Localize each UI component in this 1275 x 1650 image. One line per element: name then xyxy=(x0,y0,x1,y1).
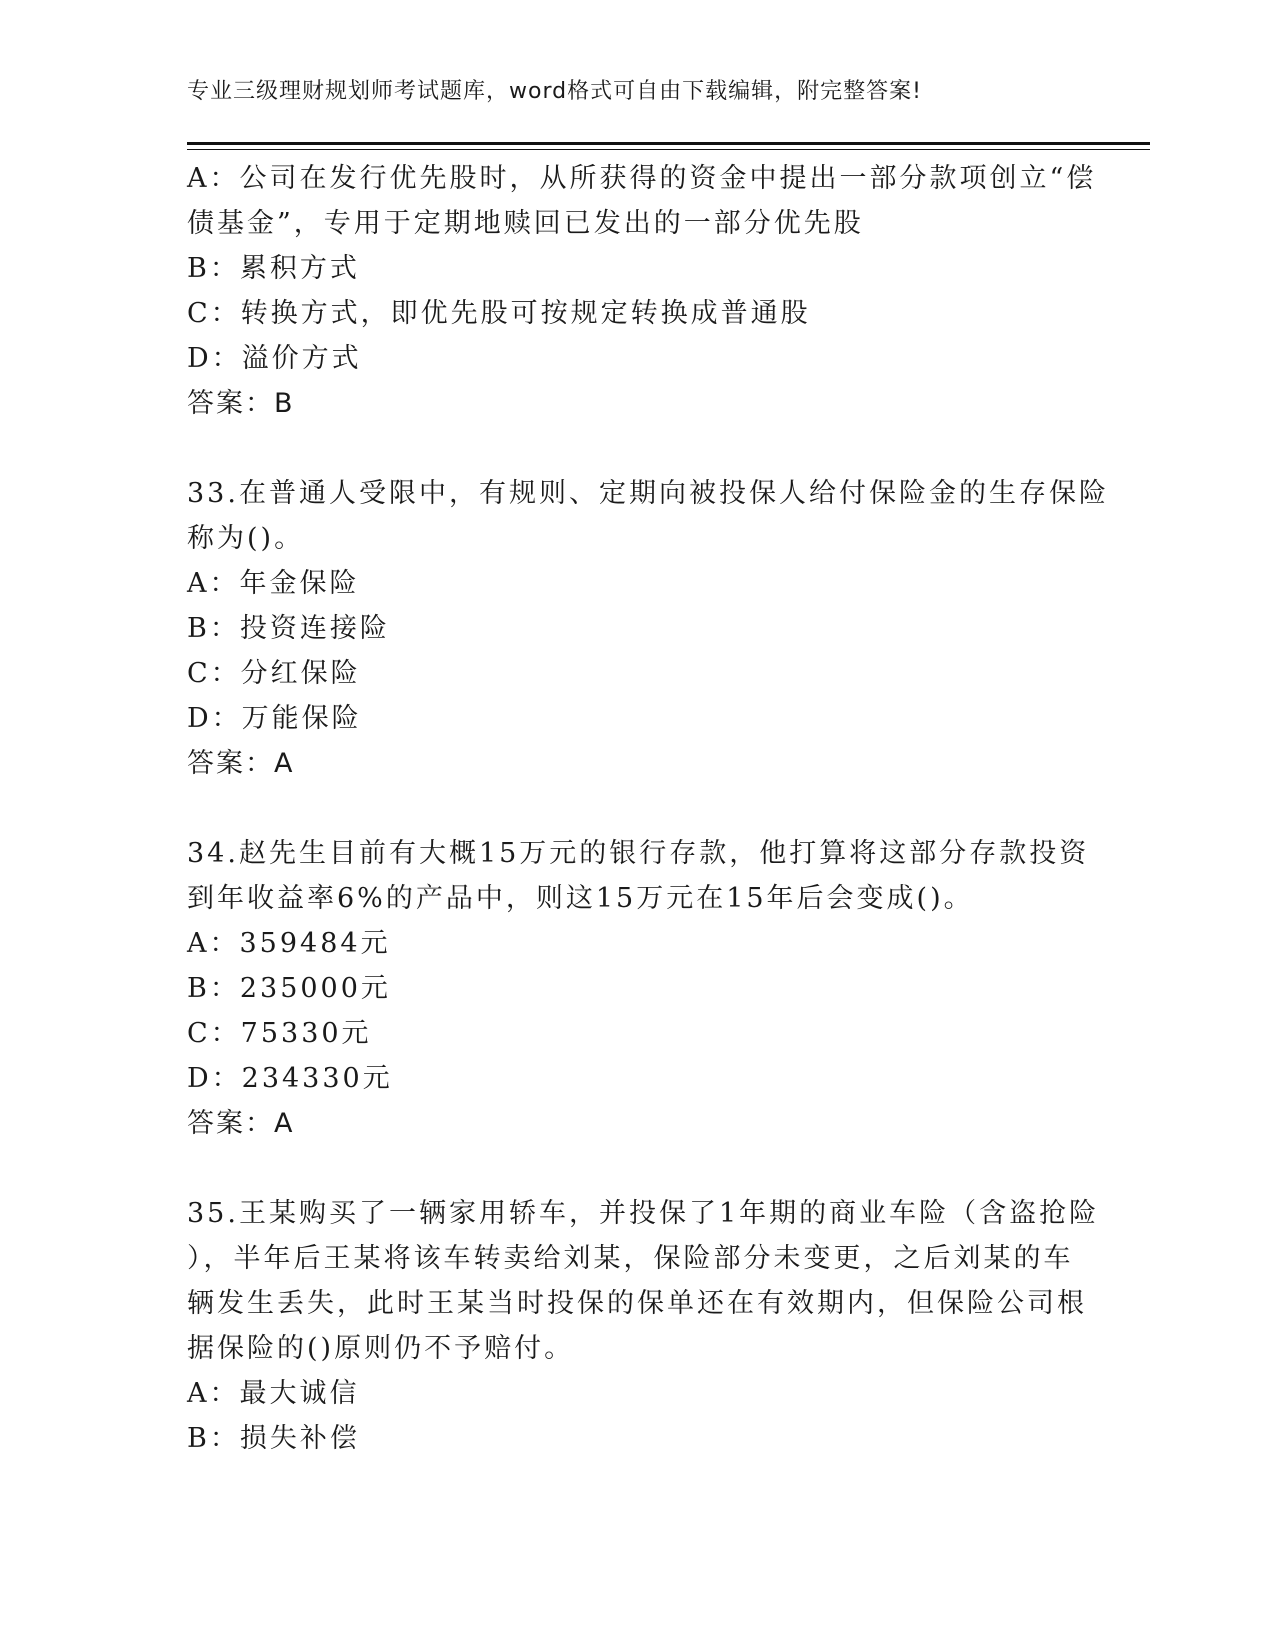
page-header: 专业三级理财规划师考试题库，word格式可自由下载编辑，附完整答案! xyxy=(187,79,922,104)
question-line: D：溢价方式 xyxy=(187,343,362,374)
answer-line: 答案：B xyxy=(187,388,295,419)
question-line: 到年收益率6%的产品中，则这15万元在15年后会变成()。 xyxy=(187,883,974,914)
question-line: C：75330元 xyxy=(187,1018,372,1049)
question-line: 据保险的()原则仍不予赔付。 xyxy=(187,1333,575,1364)
question-line: B：235000元 xyxy=(187,973,391,1004)
question-line: ），半年后王某将该车转卖给刘某，保险部分未变更，之后刘某的车 xyxy=(187,1243,1074,1274)
question-line: B：投资连接险 xyxy=(187,613,390,644)
question-line: D：234330元 xyxy=(187,1063,393,1094)
question-line: 债基金”，专用于定期地赎回已发出的一部分优先股 xyxy=(187,208,864,239)
question-line: A：最大诚信 xyxy=(187,1378,360,1409)
question-content xyxy=(187,156,1109,1461)
question-line: C：分红保险 xyxy=(187,658,361,689)
block-spacer xyxy=(187,786,1087,831)
question-line: A：年金保险 xyxy=(187,568,360,599)
question-block xyxy=(187,471,1109,786)
question-block xyxy=(187,156,1097,426)
question-line: B：累积方式 xyxy=(187,253,360,284)
answer-line: 答案：A xyxy=(187,1108,295,1139)
question-line: 33.在普通人受限中，有规则、定期向被投保人给付保险金的生存保险 xyxy=(187,478,1109,509)
question-line: 35.王某购买了一辆家用轿车，并投保了1年期的商业车险（含盗抢险 xyxy=(187,1198,1100,1229)
question-line: 辆发生丢失，此时王某当时投保的保单还在有效期内，但保险公司根 xyxy=(187,1288,1087,1319)
question-line: D：万能保险 xyxy=(187,703,362,734)
question-line: A：公司在发行优先股时，从所获得的资金中提出一部分款项创立“偿 xyxy=(187,163,1097,194)
question-block xyxy=(187,831,1090,1146)
header-rule-thin xyxy=(187,149,1150,150)
question-line: C：转换方式，即优先股可按规定转换成普通股 xyxy=(187,298,811,329)
question-block xyxy=(187,1191,1100,1461)
question-line: B：损失补偿 xyxy=(187,1423,360,1454)
answer-line: 答案：A xyxy=(187,748,295,779)
question-line: 34.赵先生目前有大概15万元的银行存款，他打算将这部分存款投资 xyxy=(187,838,1090,869)
question-line: A：359484元 xyxy=(187,928,391,959)
block-spacer xyxy=(187,426,1087,471)
header-rule-thick xyxy=(187,142,1150,145)
block-spacer xyxy=(187,1146,1087,1191)
question-line: 称为()。 xyxy=(187,523,305,554)
